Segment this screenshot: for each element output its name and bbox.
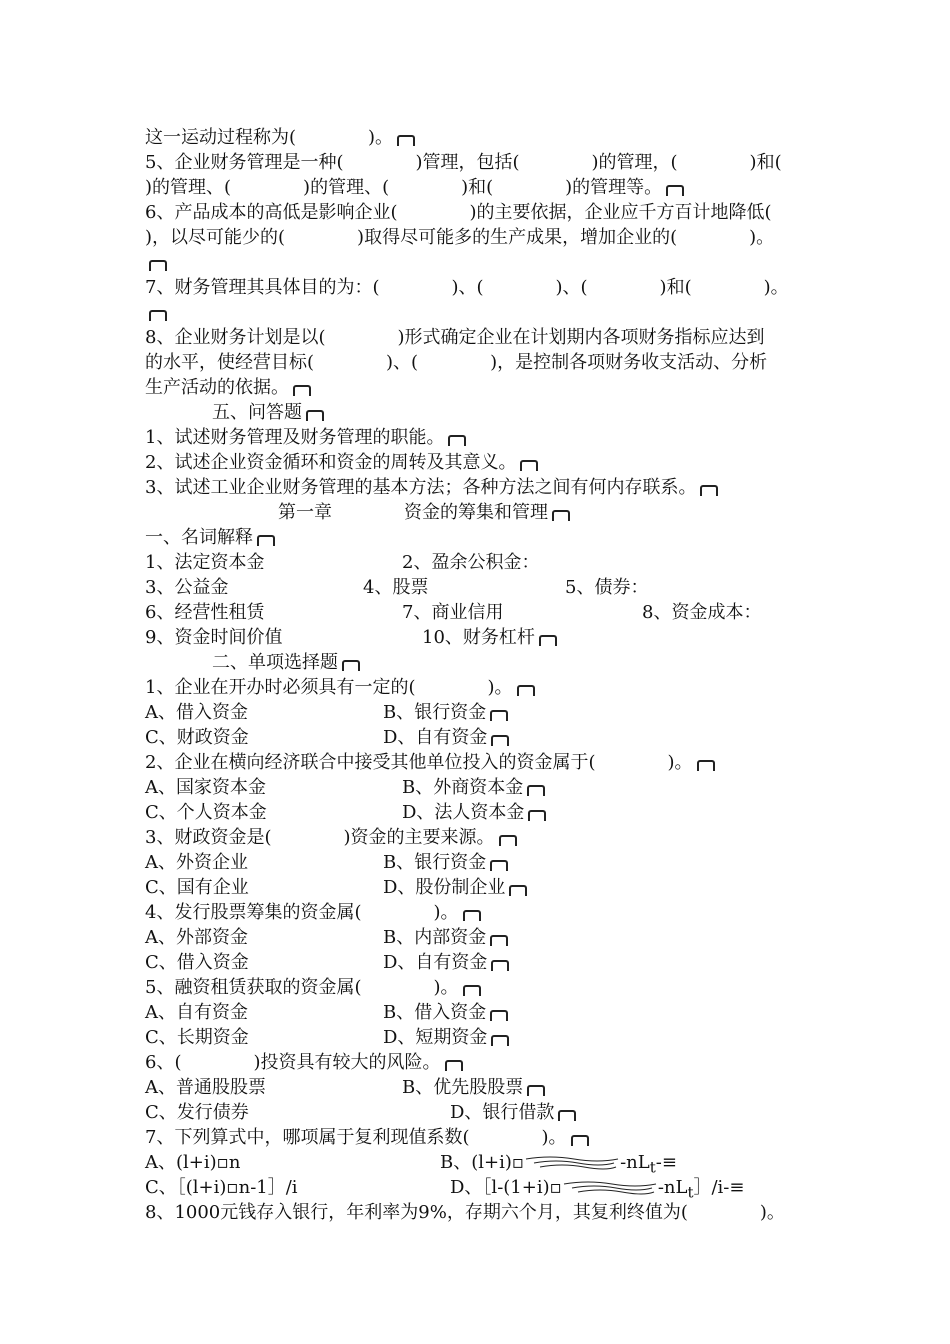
text-line: 7、财务管理其具体目的为：( )、( )、( )和( )。 xyxy=(145,277,789,298)
option-c: C、财政资金 xyxy=(145,727,249,748)
paragraph-mark-icon xyxy=(342,660,360,671)
question-line: 7、下列算式中，哪项属于复利现值系数( )。 xyxy=(145,1126,589,1150)
option-b: B、优先股股票 xyxy=(402,1076,545,1100)
option-c: C、借入资金 xyxy=(145,952,249,973)
chapter-title: 第一章 资金的筹集和管理 xyxy=(278,501,570,525)
paragraph-mark-icon xyxy=(491,1035,509,1046)
paragraph-mark-icon xyxy=(149,310,167,321)
option-c: C、长期资金 xyxy=(145,1027,249,1048)
option-b: B、银行资金 xyxy=(383,851,508,875)
option-a: A、外资企业 xyxy=(145,852,248,873)
option-b: B、外商资本金 xyxy=(402,776,545,800)
paragraph-mark-icon xyxy=(491,960,509,971)
paragraph-mark-icon xyxy=(149,260,167,271)
paragraph-mark-icon xyxy=(490,935,508,946)
text-line: 这一运动过程称为( )。 xyxy=(145,126,415,150)
term-item: 9、资金时间价值 xyxy=(145,627,283,648)
section-heading: 一、名词解释 xyxy=(145,526,275,550)
text-line: )，以尽可能少的( )取得尽可能多的生产成果，增加企业的( )。 xyxy=(145,227,775,248)
option-a: A、外部资金 xyxy=(145,927,248,948)
text-line: 的水平，使经营目标( )、( )，是控制各项财务收支活动、分析 xyxy=(145,352,768,373)
option-d: D、银行借款 xyxy=(450,1101,576,1125)
option-b: B、银行资金 xyxy=(383,701,508,725)
question-line: 3、财政资金是( )资金的主要来源。 xyxy=(145,826,517,850)
term-item: 6、经营性租赁 xyxy=(145,602,265,623)
term-item: 10、财务杠杆 xyxy=(422,626,557,650)
text-line: 8、企业财务计划是以( )形式确定企业在计划期内各项财务指标应达到 xyxy=(145,327,765,348)
paragraph-mark-icon xyxy=(490,1010,508,1021)
text-line: 6、产品成本的高低是影响企业( )的主要依据，企业应千方百计地降低( xyxy=(145,202,772,223)
paragraph-mark-icon xyxy=(697,760,715,771)
paragraph-mark-icon xyxy=(509,885,527,896)
term-item: 5、债券： xyxy=(565,577,649,598)
question-line: 4、发行股票筹集的资金属( )。 xyxy=(145,901,481,925)
paragraph-mark-icon xyxy=(463,910,481,921)
option-a: A、自有资金 xyxy=(145,1002,248,1023)
term-item: 1、法定资本金 xyxy=(145,552,265,573)
option-b: B、内部资金 xyxy=(383,926,508,950)
option-b: B、借入资金 xyxy=(383,1001,508,1025)
question-line: 1、企业在开办时必须具有一定的( )。 xyxy=(145,676,535,700)
text-line: )的管理、( )的管理、( )和( )的管理等。 xyxy=(145,176,684,200)
paragraph-mark-icon xyxy=(558,1110,576,1121)
paragraph-mark-icon xyxy=(491,735,509,746)
question-line: 2、企业在横向经济联合中接受其他单位投入的资金属于( )。 xyxy=(145,751,715,775)
term-item: 7、商业信用 xyxy=(402,602,504,623)
option-c: C、发行债券 xyxy=(145,1102,249,1123)
question-line: 2、试述企业资金循环和资金的周转及其意义。 xyxy=(145,451,538,475)
term-item: 2、盈余公积金： xyxy=(402,552,540,573)
term-item: 3、公益金 xyxy=(145,577,229,598)
text-line: 5、企业财务管理是一种( )管理，包括( )的管理，( )和( xyxy=(145,152,782,173)
paragraph-mark-icon xyxy=(463,985,481,996)
paragraph-mark-icon xyxy=(257,535,275,546)
formula-option-c: C、［(l+i)▫n-1］/i xyxy=(145,1177,298,1198)
paragraph-mark-icon xyxy=(700,485,718,496)
text-line xyxy=(145,301,167,325)
formula-option-a: A、(l+i)▫n xyxy=(145,1152,241,1173)
option-c: C、个人资本金 xyxy=(145,802,267,823)
term-item: 8、资金成本： xyxy=(642,602,762,623)
paragraph-mark-icon xyxy=(445,1060,463,1071)
question-line: 5、融资租赁获取的资金属( )。 xyxy=(145,976,481,1000)
text-line xyxy=(145,251,167,275)
paragraph-mark-icon xyxy=(448,435,466,446)
option-a: A、国家资本金 xyxy=(145,777,266,798)
question-line: 1、试述财务管理及财务管理的职能。 xyxy=(145,426,466,450)
formula-option-b: B、(l+i)▫ $-nL_t-\equiv$ xyxy=(440,1152,677,1177)
option-c: C、国有企业 xyxy=(145,877,249,898)
paragraph-mark-icon xyxy=(528,810,546,821)
term-item: 4、股票 xyxy=(363,577,429,598)
section-heading: 五、问答题 xyxy=(212,401,324,425)
section-heading: 二、单项选择题 xyxy=(212,651,360,675)
paragraph-mark-icon xyxy=(552,510,570,521)
paragraph-mark-icon xyxy=(293,385,311,396)
paragraph-mark-icon xyxy=(666,185,684,196)
paragraph-mark-icon xyxy=(539,635,557,646)
text-line: 生产活动的依据。 xyxy=(145,376,311,400)
option-d: D、短期资金 xyxy=(383,1026,509,1050)
option-d: D、自有资金 xyxy=(383,951,509,975)
option-d: D、自有资金 xyxy=(383,726,509,750)
question-line: 3、试述工业企业财务管理的基本方法；各种方法之间有何内存联系。 xyxy=(145,476,718,500)
paragraph-mark-icon xyxy=(527,1085,545,1096)
paragraph-mark-icon xyxy=(499,835,517,846)
question-line: 6、( )投资具有较大的风险。 xyxy=(145,1051,463,1075)
paragraph-mark-icon xyxy=(517,685,535,696)
wavy-line-icon xyxy=(524,1156,620,1170)
paragraph-mark-icon xyxy=(490,860,508,871)
paragraph-mark-icon xyxy=(571,1135,589,1146)
question-line: 8、1000元钱存入银行，年利率为9%，存期六个月，其复利终值为( )。 xyxy=(145,1202,785,1223)
option-d: D、股份制企业 xyxy=(383,876,527,900)
option-a: A、普通股股票 xyxy=(145,1077,266,1098)
paragraph-mark-icon xyxy=(397,135,415,146)
paragraph-mark-icon xyxy=(306,410,324,421)
paragraph-mark-icon xyxy=(527,785,545,796)
option-a: A、借入资金 xyxy=(145,702,248,723)
formula-option-d: D、［l-(1+i)▫ $-nL_t]/i-\equiv$ xyxy=(450,1177,745,1202)
paragraph-mark-icon xyxy=(520,460,538,471)
option-d: D、法人资本金 xyxy=(402,801,546,825)
wavy-line-icon xyxy=(562,1181,658,1195)
paragraph-mark-icon xyxy=(490,710,508,721)
